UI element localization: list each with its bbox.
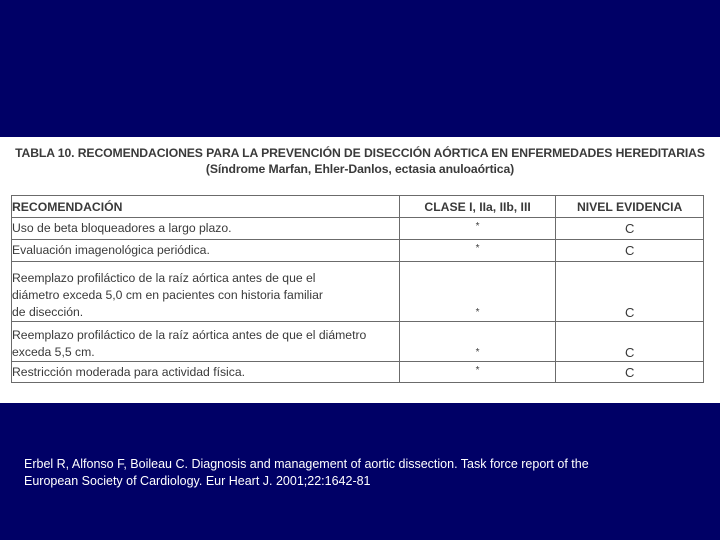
table-title bbox=[0, 145, 720, 177]
recommendation-cell bbox=[12, 362, 400, 383]
table-title-line-1: TABLA 10. RECOMENDACIONES PARA LA PREVENCIÓN DE DISECCIÓN AÓRTICA EN ENFERMEDADES HEREDITARIAS bbox=[15, 146, 705, 160]
header-recommendation: RECOMENDACIÓN bbox=[12, 196, 400, 218]
class-cell: * bbox=[399, 362, 556, 383]
recommendation-cell bbox=[12, 240, 400, 262]
recommendation-cell bbox=[12, 218, 400, 240]
class-cell: * bbox=[399, 262, 556, 322]
evidence-cell: C bbox=[556, 262, 704, 322]
table-row bbox=[12, 262, 704, 322]
header-evidence: NIVEL EVIDENCIA bbox=[556, 196, 704, 218]
table-row bbox=[12, 322, 704, 362]
evidence-cell: C bbox=[556, 218, 704, 240]
class-cell: * bbox=[399, 218, 556, 240]
evidence-cell: C bbox=[556, 240, 704, 262]
recommendations-table bbox=[11, 195, 704, 383]
class-cell: * bbox=[399, 240, 556, 262]
header-class: CLASE I, IIa, IIb, III bbox=[399, 196, 556, 218]
table-panel bbox=[0, 137, 720, 403]
class-cell: * bbox=[399, 322, 556, 362]
table-header-row bbox=[12, 196, 704, 218]
recommendation-text: Uso de beta bloqueadores a largo plazo. bbox=[12, 221, 232, 235]
recommendation-text-line: de disección. bbox=[12, 305, 84, 319]
recommendation-cell bbox=[12, 262, 400, 322]
evidence-cell: C bbox=[556, 362, 704, 383]
citation bbox=[24, 456, 694, 490]
recommendation-text-line: diámetro exceda 5,0 cm en pacientes con historia familiar bbox=[12, 288, 323, 302]
citation-line-1: Erbel R, Alfonso F, Boileau C. Diagnosis and management of aortic dissection. Task force report of the bbox=[24, 457, 589, 471]
table-row bbox=[12, 362, 704, 383]
recommendation-text-line: exceda 5,5 cm. bbox=[12, 345, 95, 359]
recommendation-text-line: Reemplazo profiláctico de la raíz aórtica antes de que el diámetro bbox=[12, 328, 367, 342]
recommendation-text-line: Reemplazo profiláctico de la raíz aórtica antes de que el bbox=[12, 271, 316, 285]
recommendation-text: Restricción moderada para actividad física. bbox=[12, 364, 246, 379]
table-title-line-2: (Síndrome Marfan, Ehler-Danlos, ectasia anuloaórtica) bbox=[205, 162, 515, 176]
citation-line-2: European Society of Cardiology. Eur Heart J. 2001;22:1642-81 bbox=[24, 474, 371, 488]
recommendation-cell bbox=[12, 322, 400, 362]
table-row bbox=[12, 218, 704, 240]
table-row bbox=[12, 240, 704, 262]
recommendation-text: Evaluación imagenológica periódica. bbox=[12, 243, 210, 257]
evidence-cell: C bbox=[556, 322, 704, 362]
